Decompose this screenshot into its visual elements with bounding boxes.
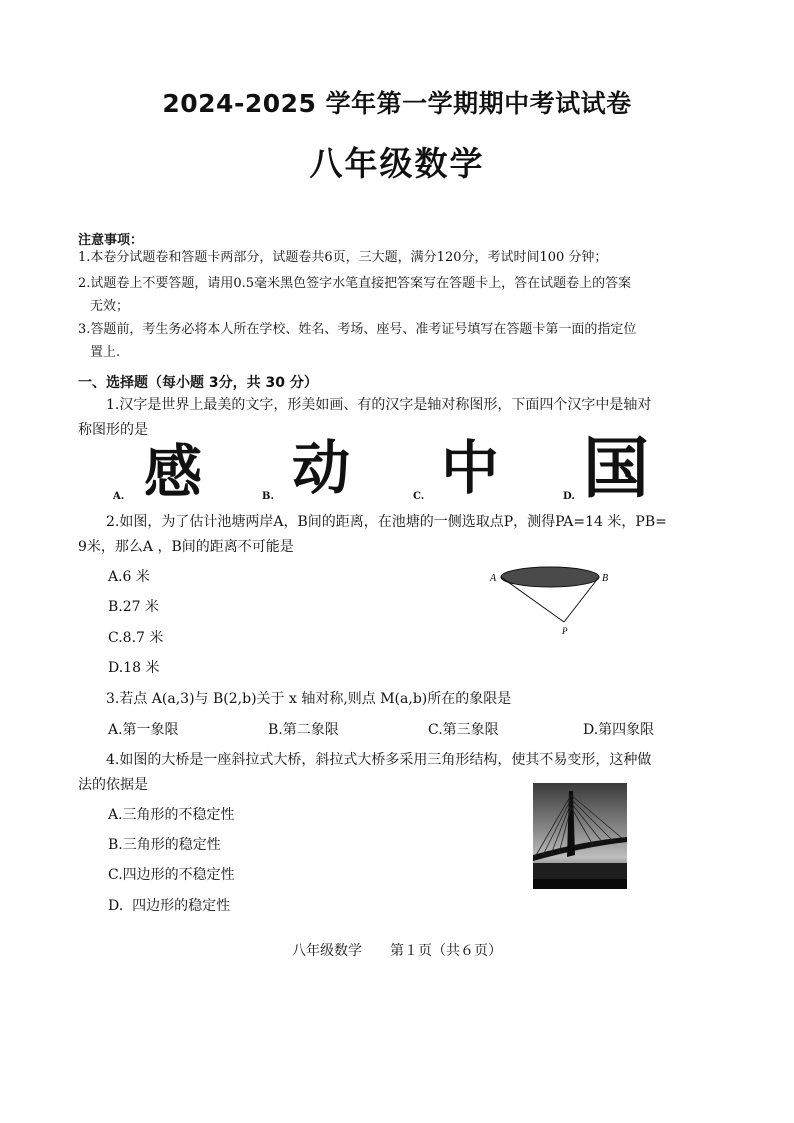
subject-title: 八年级数学 xyxy=(309,144,485,183)
notice-item-1: 1.本卷分试题卷和答题卡两部分，试题卷共6页，三大题，满分120分，考试时间100 分钟； xyxy=(78,250,608,265)
question-4-line1: 4.如图的大桥是一座斜拉式大桥，斜拉式大桥多采用三角形结构，使其不易变形，这种做 xyxy=(106,752,652,768)
q1-option-d-label: D. xyxy=(563,491,575,502)
q2-option-b: B.27 米 xyxy=(108,599,160,615)
notice-item-2-cont: 无效； xyxy=(90,299,130,314)
notice-item-3: 3.答题前，考生务必将本人所在学校、姓名、考场、座号、准考证号填写在答题卡第一面的指定位 xyxy=(78,322,637,337)
q1-option-b-label: B. xyxy=(262,491,274,502)
q1-option-a-char: 感 xyxy=(144,438,203,506)
q2-option-c: C.8.7 米 xyxy=(108,630,164,646)
q1-option-a-label: A. xyxy=(113,491,125,502)
notice-item-3-cont: 置上. xyxy=(90,345,121,360)
q4-option-c: C.四边形的不稳定性 xyxy=(108,867,235,883)
bridge-photo xyxy=(533,783,627,889)
question-1-line1: 1.汉字是世界上最美的文字，形美如画、有的汉字是轴对称图形，下面四个汉字中是轴对 xyxy=(106,397,652,413)
q4-option-b: B.三角形的稳定性 xyxy=(108,837,221,853)
question-2-line2: 9米，那么A ，B间的距离不可能是 xyxy=(78,539,294,555)
q4-option-d: D. 四边形的稳定性 xyxy=(108,898,231,914)
q2-option-d: D.18 米 xyxy=(108,660,160,676)
notice-item-2: 2.试题卷上不要答题，请用0.5毫米黑色签字水笔直接把答案写在答题卡上，答在试题卷上的答案 xyxy=(78,276,632,291)
exam-title: 2024-2025 学年第一学期期中考试试卷 xyxy=(162,89,632,118)
page-footer: 八年级数学 第１页（共６页） xyxy=(292,943,502,959)
question-2-line1: 2.如图，为了估计池塘两岸A，B间的距离，在池塘的一侧选取点P，测得PA=14 米，PB= xyxy=(106,514,667,530)
q3-option-b: B.第二象限 xyxy=(268,722,339,738)
pond-figure xyxy=(480,558,620,642)
question-3: 3.若点 A(a,3)与 B(2,b)关于 x 轴对称,则点 M(a,b)所在的象限是 xyxy=(106,691,512,707)
notice-heading: 注意事项： xyxy=(78,233,144,248)
q1-option-d-char: 国 xyxy=(583,430,649,507)
pond-shape xyxy=(501,567,599,587)
q4-option-a: A.三角形的不稳定性 xyxy=(108,807,235,823)
q3-option-d: D.第四象限 xyxy=(583,722,655,738)
q1-option-c-label: C. xyxy=(413,491,425,502)
question-4-line2: 法的依据是 xyxy=(78,777,148,793)
question-1-line2: 称图形的是 xyxy=(78,422,148,438)
point-p-label: P xyxy=(562,626,568,636)
point-a-label: A xyxy=(490,573,497,584)
q1-option-c-char: 中 xyxy=(441,434,500,502)
q2-option-a: A.6 米 xyxy=(108,569,150,585)
section-heading: 一、选择题（每小题 3分，共 30 分） xyxy=(78,375,318,391)
q1-option-b-char: 动 xyxy=(292,434,351,502)
q3-option-a: A.第一象限 xyxy=(108,722,179,738)
point-b-label: B xyxy=(602,573,609,584)
q3-option-c: C.第三象限 xyxy=(428,722,499,738)
